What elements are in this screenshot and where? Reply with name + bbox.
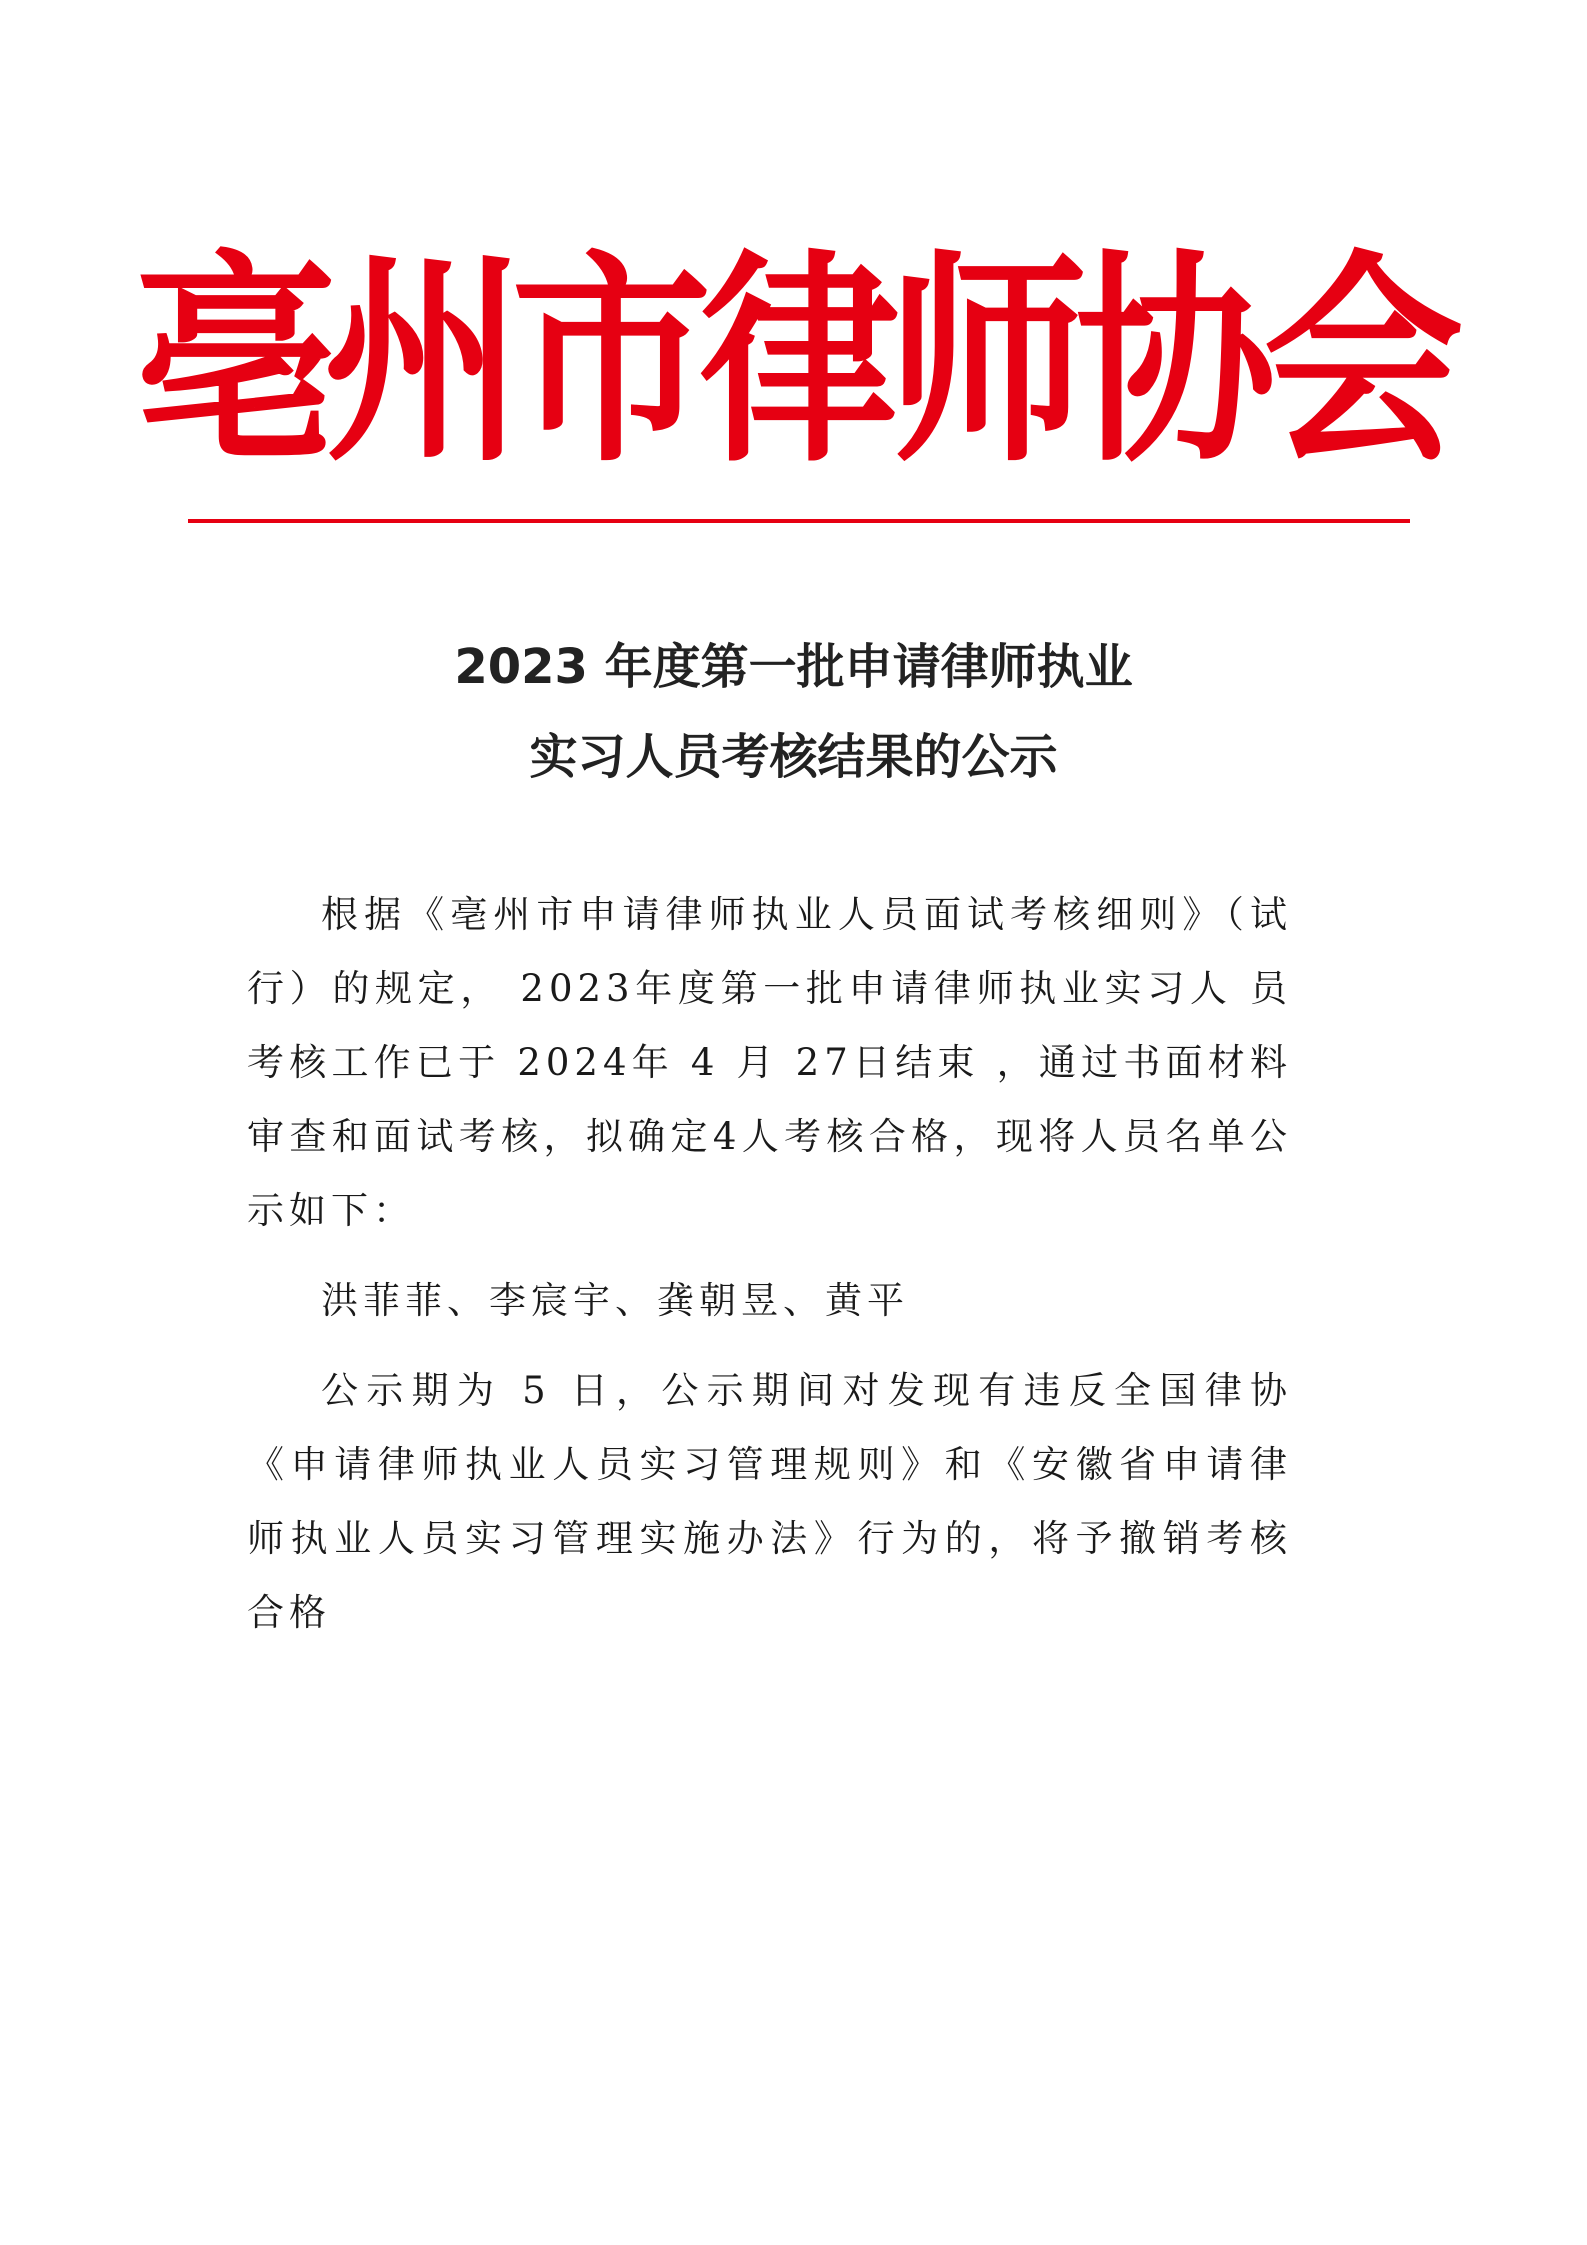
masthead-organization-name: 亳州市律师协会 [135,232,1452,493]
body-paragraph-names: 洪菲菲、李宸宇、龚朝昱、黄平 [321,1279,909,1322]
document-title-line-2: 实习人员考核结果的公示 [529,729,1058,785]
body-paragraph-publicity-period: 公示期为 5 日，公示期间对发现有违反全国律协《申请律师执业人员实习管理规则》和《安徽省申请律师执业人员实习管理实施办法》行为的，将予撤销考核合格 [247,1369,1292,1634]
document-body [247,878,1292,1650]
body-paragraph-basis: 根据《亳州市申请律师执业人员面试考核细则》（试行）的规定， 2023年度第一批申请律师执业实习人 员考核工作已于 2024年 4 月 27日结束 ，通过书面材料 审查和面试考核，拟确定4人考核合格，现将人员名单公示如下： [247,893,1292,1232]
document-title-line-1: 2023 年度第一批申请律师执业 [454,639,1133,695]
masthead-red-divider [188,519,1410,523]
